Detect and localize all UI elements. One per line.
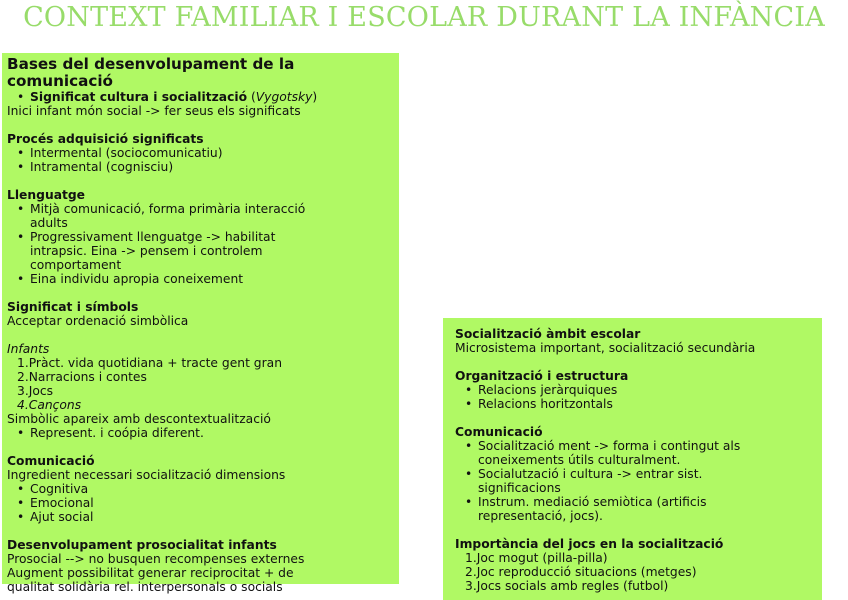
body-text: qualitat solidària rel. interpersonals o socials	[7, 580, 283, 594]
list-item: 3.Jocs socials amb regles (futbol)	[465, 579, 669, 593]
body-text: Ingredient necessari socialització dimensions	[7, 468, 286, 482]
bold-text: Significat cultura i socialització	[30, 90, 248, 104]
bullet-list	[7, 482, 393, 524]
body-text: Inici infant món social -> fer seus els significats	[7, 104, 301, 118]
bullet-list	[455, 439, 785, 523]
section-heading-comunicacio: Comunicació	[7, 454, 95, 468]
paren-close: )	[312, 90, 318, 104]
section-heading-proces: Procés adquisició significats	[7, 132, 204, 146]
list-item: • Mitjà comunicació, forma primària interacció adults	[7, 202, 333, 230]
list-item: • Intermental (sociocomunicatiu)	[7, 146, 393, 160]
list-item: 1.Pràct. vida quotidiana + tracte gent gran	[17, 356, 282, 370]
list-item: 1.Joc mogut (pilla-pilla)	[465, 551, 608, 565]
list-item: • Intramental (cognisciu)	[7, 160, 393, 174]
list-item: • Relacions horitzontals	[455, 397, 816, 411]
bullet-list	[7, 202, 333, 286]
body-text: Microsistema important, socialització secundària	[455, 341, 756, 355]
section-heading-infants: Infants	[7, 342, 50, 356]
list-item: • Emocional	[7, 496, 393, 510]
list-item: • Progressivament llenguatge -> habilitat intrapsic. Eina -> pensem i controlem comportament	[7, 230, 333, 272]
list-item: • Cognitiva	[7, 482, 393, 496]
section-heading-socialitzacio: Socialització àmbit escolar	[455, 327, 641, 341]
body-text: Acceptar ordenació simbòlica	[7, 314, 189, 328]
section-heading-llenguatge: Llenguatge	[7, 188, 86, 202]
list-item: • Represent. i coópia diferent.	[7, 426, 393, 440]
bullet-list	[7, 90, 393, 104]
section-heading-prosocial: Desenvolupament prosocialitat infants	[7, 538, 277, 552]
school-context-box	[443, 318, 822, 600]
bullet-list	[7, 146, 393, 174]
section-heading-simbols: Significat i símbols	[7, 300, 139, 314]
section-heading-bases: Bases del desenvolupament de la comunicació	[7, 55, 295, 90]
list-item: • Socialització ment -> forma i contingut als coneixements útils culturalment.	[455, 439, 785, 467]
list-item: • Instrum. mediació semiòtica (artificis representació, jocs).	[455, 495, 785, 523]
list-item: • Socialutzació i cultura -> entrar sist. significacions	[455, 467, 785, 495]
bullet-list	[7, 426, 393, 440]
paren-open: (	[247, 90, 256, 104]
list-item: 3.Jocs	[17, 384, 54, 398]
section-heading-comunicacio-escolar: Comunicació	[455, 425, 543, 439]
section-heading-jocs: Importància del jocs en la socialització	[455, 537, 724, 551]
italic-text: Vygotsky	[255, 90, 313, 104]
list-item: 2.Joc reproducció situacions (metges)	[465, 565, 697, 579]
body-text: Prosocial --> no busquen recompenses externes	[7, 552, 305, 566]
body-text: Simbòlic apareix amb descontextualització	[7, 412, 271, 426]
list-item: • Relacions jeràrquiques	[455, 383, 816, 397]
page-title: CONTEXT FAMILIAR I ESCOLAR DURANT LA INFÀNCIA	[23, 2, 825, 33]
numbered-list	[455, 551, 816, 593]
list-item: 4.Cançons	[17, 398, 82, 412]
list-item	[7, 90, 393, 104]
list-item: 2.Narracions i contes	[17, 370, 147, 384]
list-item: • Ajut social	[7, 510, 393, 524]
bullet-list	[455, 383, 816, 411]
section-heading-organitzacio: Organització i estructura	[455, 369, 629, 383]
list-item: • Eina individu apropia coneixement	[7, 272, 333, 286]
family-context-box	[2, 53, 399, 594]
numbered-list	[7, 356, 393, 412]
body-text: Augment possibilitat generar reciprocitat + de	[7, 566, 294, 580]
